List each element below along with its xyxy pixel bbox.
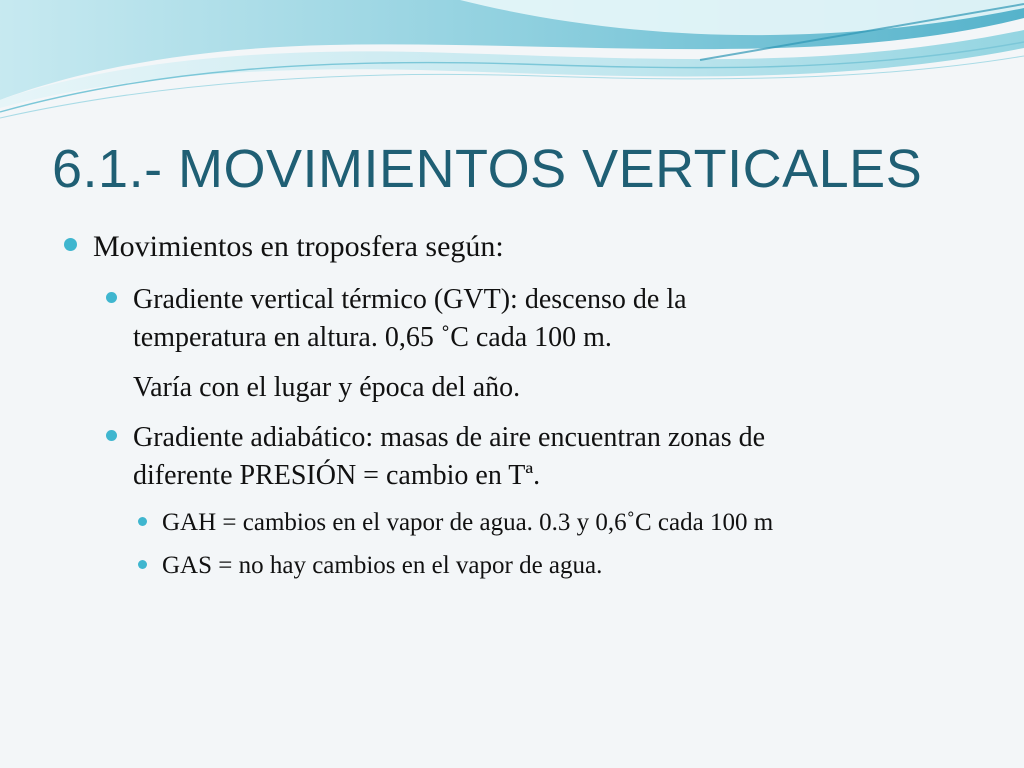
bullet-text-line: Movimientos en troposfera según: <box>93 230 504 263</box>
bullet-marker-icon <box>138 517 147 526</box>
slide-title: 6.1.- MOVIMIENTOS VERTICALES <box>52 139 923 199</box>
bullet-text-line: GAS = no hay cambios en el vapor de agua. <box>162 552 603 579</box>
bullet-marker-icon <box>106 292 117 303</box>
bullet-item-level-3 <box>162 506 773 540</box>
bullet-item-level-3 <box>162 549 602 583</box>
bullet-item-level-1 <box>93 227 504 267</box>
bullet-marker-icon <box>64 238 77 251</box>
bullet-text-line: diferente PRESIÓN = cambio en Tª. <box>133 460 541 491</box>
bullet-item-level-2 <box>133 281 687 357</box>
bullet-marker-icon <box>138 560 147 569</box>
bullet-text-line: Gradiente adiabático: masas de aire encuentran zonas de <box>133 422 766 453</box>
bullet-text-line: temperatura en altura. 0,65 ˚C cada 100 m. <box>133 322 612 353</box>
bullet-item-level-2 <box>133 419 765 495</box>
bullet-marker-icon <box>106 430 117 441</box>
bullet-text-line: Gradiente vertical térmico (GVT): descenso de la <box>133 284 687 315</box>
bullet-text-line: GAH = cambios en el vapor de agua. 0.3 y 0,6˚C cada 100 m <box>162 509 774 536</box>
bullet-text-line: Varía con el lugar y época del año. <box>133 372 521 403</box>
bullet-item-level-2 <box>133 369 520 407</box>
